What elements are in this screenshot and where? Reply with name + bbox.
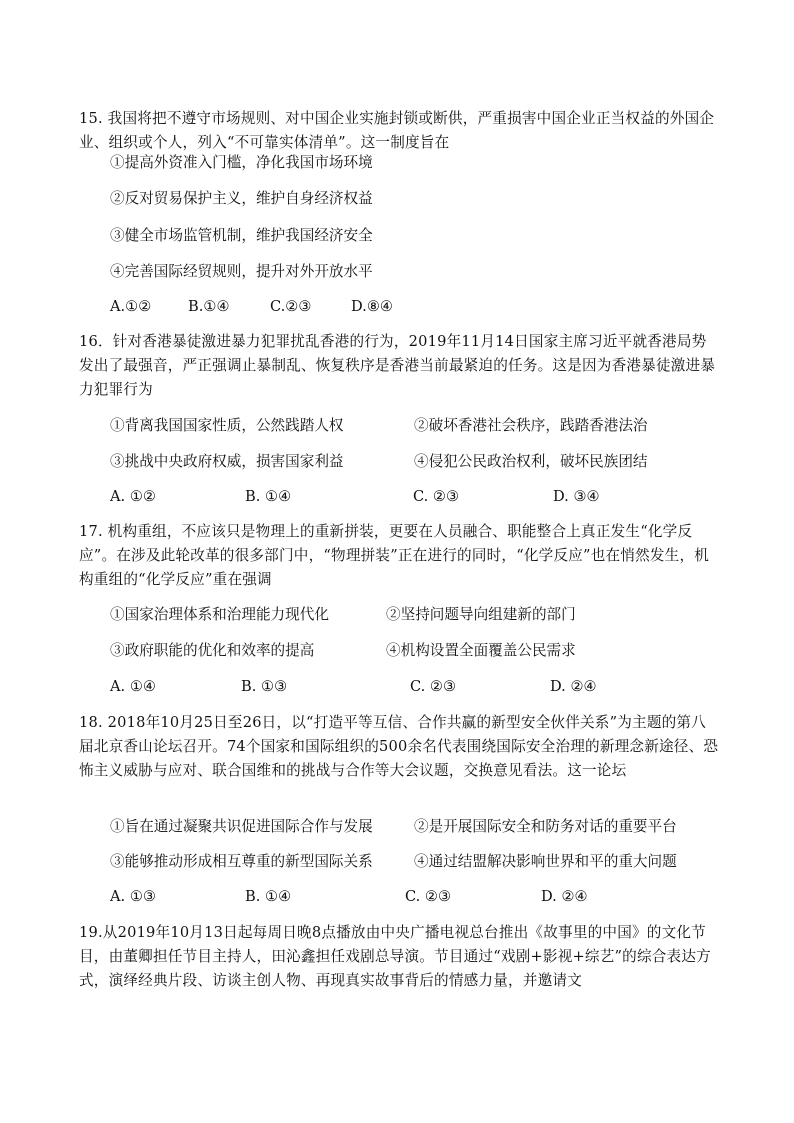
choice-a: A. ①③	[110, 888, 156, 905]
question-17-choices	[110, 677, 630, 697]
choice-b: B. ①④	[245, 488, 292, 505]
question-18-option-1: ①旨在通过凝聚共识促进国际合作与发展	[110, 818, 373, 835]
question-16-option-4: ④侵犯公民政治权利，破坏民族团结	[414, 453, 648, 470]
question-17-option-1: ①国家治理体系和治理能力现代化	[110, 606, 329, 623]
question-15-option-4: ④完善国际经贸规则，提升对外开放水平	[110, 263, 373, 280]
question-17-stem: 17. 机构重组，不应该只是物理上的重新拼装，更要在人员融合、职能整合上真正发生“化学反应”。在涉及此轮改革的很多部门中，“物理拼装”正在进行的同时，“化学反应”也在悄然发生，机构重组的“化学反应”重在强调	[79, 523, 710, 588]
question-15-option-2: ②反对贸易保护主义，维护自身经济权益	[110, 190, 373, 207]
question-15-option-3: ③健全市场监管机制，维护我国经济安全	[110, 227, 373, 244]
question-15-option-1: ①提高外资准入门槛，净化我国市场环境	[110, 154, 373, 171]
question-16-option-1: ①背离我国国家性质，公然践踏人权	[110, 417, 344, 434]
choice-d: D. ②④	[541, 888, 588, 905]
choice-a: A. ①②	[110, 488, 156, 505]
question-16-stem: 16．针对香港暴徒激进暴力犯罪扰乱香港的行为，2019年11月14日国家主席习近平就香港局势发出了最强音，严正强调止暴制乱、恢复秩序是香港当前最紧迫的任务。这是因为香港暴徒激进暴力犯罪行为	[79, 333, 716, 398]
choice-d: D. ③④	[553, 488, 600, 505]
question-18-option-4: ④通过结盟解决影响世界和平的重大问题	[414, 853, 677, 870]
choice-a: A. ①④	[110, 678, 156, 695]
choice-c: C. ②③	[410, 678, 457, 695]
choice-c: C. ②③	[413, 488, 460, 505]
choice-a: A.①②	[110, 298, 152, 315]
question-17-option-3: ③政府职能的优化和效率的提高	[110, 642, 315, 659]
question-15-choices	[110, 297, 510, 317]
question-17-option-2: ②坚持问题导向组建新的部门	[386, 606, 576, 623]
question-19-stem: 19.从2019年10月13日起每周日晚8点播放由中央广播电视总台推出《故事里的中国》的文化节目，由董卿担任节目主持人，田沁鑫担任戏剧总导演。节目通过“戏剧+影视+综艺”的综合表达方式，演绎经典片段、访谈主创人物、再现真实故事背后的情感力量，并邀请文	[79, 924, 711, 989]
choice-b: B. ①③	[241, 678, 288, 695]
question-18-choices	[110, 887, 630, 907]
choice-d: D.⑧④	[351, 298, 393, 315]
question-18-option-2: ②是开展国际安全和防务对话的重要平台	[414, 818, 677, 835]
choice-d: D. ②④	[550, 678, 597, 695]
question-16-option-3: ③挑战中央政府权威，损害国家利益	[110, 453, 344, 470]
choice-b: B.①④	[188, 298, 230, 315]
question-18-option-3: ③能够推动形成相互尊重的新型国际关系	[110, 853, 373, 870]
choice-c: C.②③	[270, 298, 312, 315]
choice-c: C. ②③	[405, 888, 452, 905]
question-17-option-4: ④机构设置全面覆盖公民需求	[386, 642, 576, 659]
question-18-stem: 18. 2018年10月25日至26日，以“打造平等互信、合作共赢的新型安全伙伴关系”为主题的第八届北京香山论坛召开。74个国家和国际组织的500余名代表围绕国际安全治理的新理念新途径、恐怖主义威胁与应对、联合国维和的挑战与合作等大会议题，交换意见看法。这一论坛	[79, 714, 719, 779]
question-15-stem: 15. 我国将把不遵守市场规则、对中国企业实施封锁或断供，严重损害中国企业正当权益的外国企业、组织或个人，列入“不可靠实体清单”。这一制度旨在	[79, 110, 715, 151]
question-16-choices	[110, 487, 630, 507]
choice-b: B. ①④	[245, 888, 292, 905]
question-16-option-2: ②破坏香港社会秩序，践踏香港法治	[414, 417, 648, 434]
